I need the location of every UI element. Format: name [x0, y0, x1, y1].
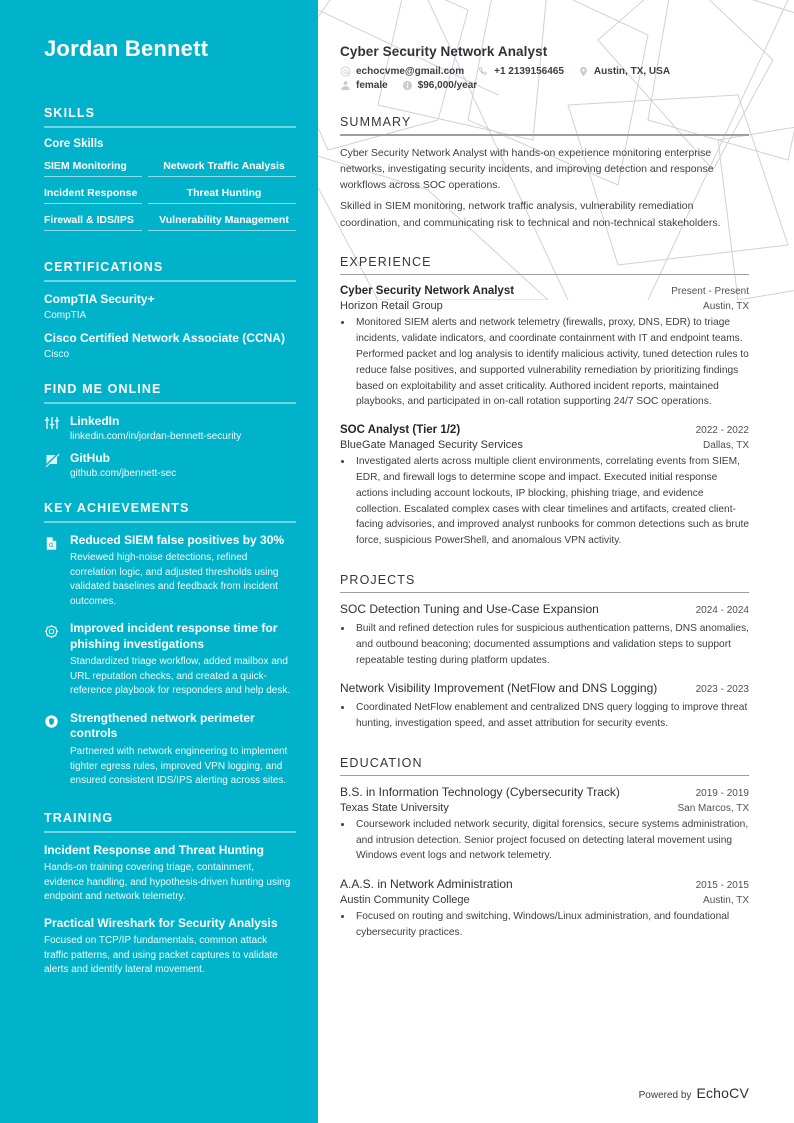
achievement-desc: Reviewed high-noise detections, refined correlation logic, and adjusted thresholds using validated baselines and feedback from incident outcomes. — [70, 552, 279, 607]
sliders-icon — [44, 415, 60, 431]
footer-branding — [639, 1085, 749, 1101]
sidebar-section-skills — [44, 106, 294, 238]
training-divider — [44, 831, 296, 833]
experience-location: Dallas, TX — [703, 440, 749, 452]
key-achievements-divider — [44, 521, 296, 523]
training-title: Incident Response and Threat Hunting — [44, 842, 265, 857]
contact-salary-value: $96,000/year — [417, 80, 478, 91]
achievement-title: Improved incident response time for phishing investigations — [70, 621, 278, 651]
project-date: 2024 - 2024 — [695, 605, 749, 617]
training-heading: TRAINING — [44, 810, 114, 825]
achievement-desc: Partnered with network engineering to implement tighter egress rules, improved VPN logging, and ensured consistent IDS/IPS alerting across sites. — [70, 746, 288, 787]
experience-entry — [340, 423, 749, 549]
education-date: 2015 - 2015 — [695, 880, 749, 892]
document-icon — [44, 536, 59, 551]
project-entry — [340, 602, 749, 668]
experience-bullets — [340, 315, 749, 410]
education-title: A.A.S. in Network Administration — [340, 877, 513, 892]
training-item — [44, 916, 294, 978]
education-location: San Marcos, TX — [677, 802, 749, 814]
section-experience — [340, 255, 749, 549]
education-bullets — [340, 909, 749, 941]
experience-bullets — [340, 454, 749, 549]
location-pin-icon — [578, 66, 589, 77]
skill-item: Incident Response — [44, 184, 142, 204]
achievement-item — [44, 711, 294, 789]
bullet: • Focused on routing and switching, Windows/Linux administration, and foundational cybersecurity practices. — [353, 909, 749, 941]
sidebar-section-certifications — [44, 260, 294, 359]
experience-location: Austin, TX — [703, 301, 749, 313]
summary-paragraph: Skilled in SIEM monitoring, network traffic analysis, vulnerability remediation coordination, and communicating risk to technical and non-technical stakeholders. — [340, 200, 721, 229]
bullet: • Built and refined detection rules for suspicious authentication patterns, DNS anomalies, and outbound beaconing; documented assumptions and validation steps to support repeatable testing during platform updates. — [353, 621, 749, 668]
bullet: • Investigated alerts across multiple client environments, correlating events from SIEM, EDR, and firewall logs to determine scope and impact. Executed initial response actions including account lockouts, IP blocking, phishing triage, and evidence collection. Escalated complex cases with clear timelines and artifacts, created client-facing advisories, and improved analyst runbooks for common detections such as brute force, suspicious PowerShell, and anomalous VPN activity. — [353, 454, 749, 549]
bullet: • Monitored SIEM alerts and network telemetry (firewalls, proxy, DNS, EDR) to triage incidents, validate indicators, and coordinate containment with IT and endpoint teams. Performed packet and log analysis to identify malicious activity, tuned detection rules to reduce false positives, and supported vulnerability remediation by prioritizing findings based on exploitability and asset criticality. Authored incident reports, maintained playbooks, and participated in on-call rotation supporting 24/7 SOC operations. — [353, 315, 749, 410]
experience-heading: EXPERIENCE — [340, 254, 432, 269]
certification-item — [44, 331, 294, 360]
education-location: Austin, TX — [703, 894, 749, 906]
online-profile-linkedin[interactable] — [44, 414, 294, 442]
online-profile-github[interactable] — [44, 451, 294, 479]
training-desc: Hands-on training covering triage, containment, evidence handling, and hypothesis-driven hunting using endpoint and network telemetry. — [44, 862, 291, 903]
experience-title: SOC Analyst (Tier 1/2) — [340, 424, 461, 437]
contact-email[interactable] — [340, 66, 464, 77]
section-projects — [340, 573, 749, 732]
experience-title: Cyber Security Network Analyst — [340, 285, 515, 298]
project-bullets — [340, 700, 749, 732]
projects-divider — [340, 592, 749, 594]
section-summary — [340, 115, 749, 231]
project-date: 2023 - 2023 — [695, 684, 749, 696]
summary-paragraph: Cyber Security Network Analyst with hands-on experience monitoring enterprise networks, investigating security incidents, and improving detection and response workflows across SOC operations. — [340, 146, 714, 192]
candidate-name: Jordan Bennett — [44, 36, 209, 61]
training-title: Practical Wireshark for Security Analysis — [44, 915, 278, 930]
training-item — [44, 843, 294, 905]
bullet: • Coursework included network security, digital forensics, secure systems administration, and intrusion detection. Senior project focused on detecting lateral movement using Windows event logs and network telemetry. — [353, 817, 749, 864]
achievement-item — [44, 621, 294, 699]
certifications-heading: CERTIFICATIONS — [44, 260, 164, 275]
experience-org: BlueGate Managed Security Services — [340, 439, 523, 452]
contact-location — [578, 66, 670, 77]
online-profile-label: LinkedIn — [70, 413, 120, 428]
skills-grid — [44, 157, 294, 238]
gear-icon — [44, 624, 59, 639]
experience-entry — [340, 284, 749, 410]
find-me-online-heading: FIND ME ONLINE — [44, 381, 162, 396]
education-title: B.S. in Information Technology (Cybersecurity Track) — [340, 785, 620, 800]
education-entry — [340, 785, 749, 864]
education-bullets — [340, 817, 749, 864]
achievement-title: Strengthened network perimeter controls — [70, 710, 255, 741]
shield-circle-icon — [44, 714, 59, 729]
training-desc: Focused on TCP/IP fundamentals, common attack traffic patterns, and using packet captures to validate alerts and identify lateral movement. — [44, 935, 278, 976]
project-bullets — [340, 621, 749, 668]
project-title: SOC Detection Tuning and Use-Case Expansion — [340, 602, 599, 617]
info-circle-icon — [402, 80, 413, 91]
skill-item: Threat Hunting — [148, 184, 296, 204]
experience-date: Present - Present — [671, 286, 749, 298]
sidebar-section-key-achievements — [44, 501, 294, 789]
online-profile-label: GitHub — [70, 450, 110, 465]
email-icon — [340, 66, 351, 77]
footer-brand: EchoCV — [696, 1085, 749, 1101]
skill-item: Firewall & IDS/IPS — [44, 211, 142, 231]
skills-heading: SKILLS — [44, 106, 96, 121]
experience-org: Horizon Retail Group — [340, 300, 443, 313]
experience-date: 2022 - 2022 — [695, 425, 749, 437]
contact-gender — [340, 80, 388, 91]
contact-line-secondary — [340, 80, 749, 91]
achievement-item — [44, 533, 294, 610]
person-icon — [340, 80, 351, 91]
project-title: Network Visibility Improvement (NetFlow and DNS Logging) — [340, 681, 658, 696]
online-profile-url[interactable]: github.com/jbennett-sec — [70, 467, 177, 479]
achievement-title: Reduced SIEM false positives by 30% — [70, 532, 285, 547]
skill-item: Vulnerability Management — [148, 211, 296, 231]
certification-org: Cisco — [44, 348, 70, 360]
certification-name: CompTIA Security+ — [44, 292, 155, 307]
skill-item: Network Traffic Analysis — [148, 157, 296, 177]
find-me-online-divider — [44, 402, 296, 404]
education-org: Austin Community College — [340, 893, 470, 906]
contact-phone[interactable] — [478, 66, 564, 77]
education-date: 2019 - 2019 — [695, 788, 749, 800]
headline-job-title: Cyber Security Network Analyst — [340, 44, 548, 59]
skills-group-label: Core Skills — [44, 138, 104, 151]
projects-heading: PROJECTS — [340, 572, 416, 587]
achievement-desc: Standardized triage workflow, added mailbox and URL reputation checks, and created a quick-reference playbook for responders and help desk. — [70, 656, 291, 697]
bullet: • Coordinated NetFlow enablement and centralized DNS query logging to improve threat hunting, investigation speed, and asset attribution for security events. — [353, 700, 749, 732]
education-divider — [340, 775, 749, 777]
contact-salary — [402, 80, 478, 91]
education-org: Texas State University — [340, 801, 449, 814]
summary-heading: SUMMARY — [340, 115, 412, 129]
education-entry — [340, 877, 749, 940]
online-profile-url[interactable]: linkedin.com/in/jordan-bennett-security — [70, 430, 242, 442]
main-column — [318, 0, 794, 1123]
education-heading: EDUCATION — [340, 755, 423, 770]
certification-item — [44, 292, 294, 321]
project-entry — [340, 681, 749, 731]
experience-divider — [340, 274, 749, 276]
skills-divider — [44, 126, 296, 128]
contact-location-value: Austin, TX, USA — [593, 66, 671, 77]
contact-phone-value: +1 2139156465 — [494, 66, 564, 77]
certification-org: CompTIA — [44, 309, 87, 321]
skill-item: SIEM Monitoring — [44, 157, 142, 177]
phone-icon — [478, 66, 489, 77]
section-education — [340, 756, 749, 941]
sidebar — [0, 0, 318, 1123]
sidebar-section-find-me-online — [44, 382, 294, 479]
certifications-divider — [44, 280, 296, 282]
footer-prefix: Powered by — [638, 1090, 692, 1101]
key-achievements-heading: KEY ACHIEVEMENTS — [44, 500, 190, 515]
sidebar-section-training — [44, 811, 294, 978]
contact-line-primary — [340, 66, 749, 77]
contact-gender-value: female — [356, 80, 388, 91]
svg-text:G: G — [48, 541, 54, 549]
summary-divider — [340, 134, 749, 136]
contact-email-value: echocvme@gmail.com — [356, 66, 465, 77]
certification-name: Cisco Certified Network Associate (CCNA) — [44, 330, 285, 345]
link-slash-icon — [44, 452, 60, 468]
